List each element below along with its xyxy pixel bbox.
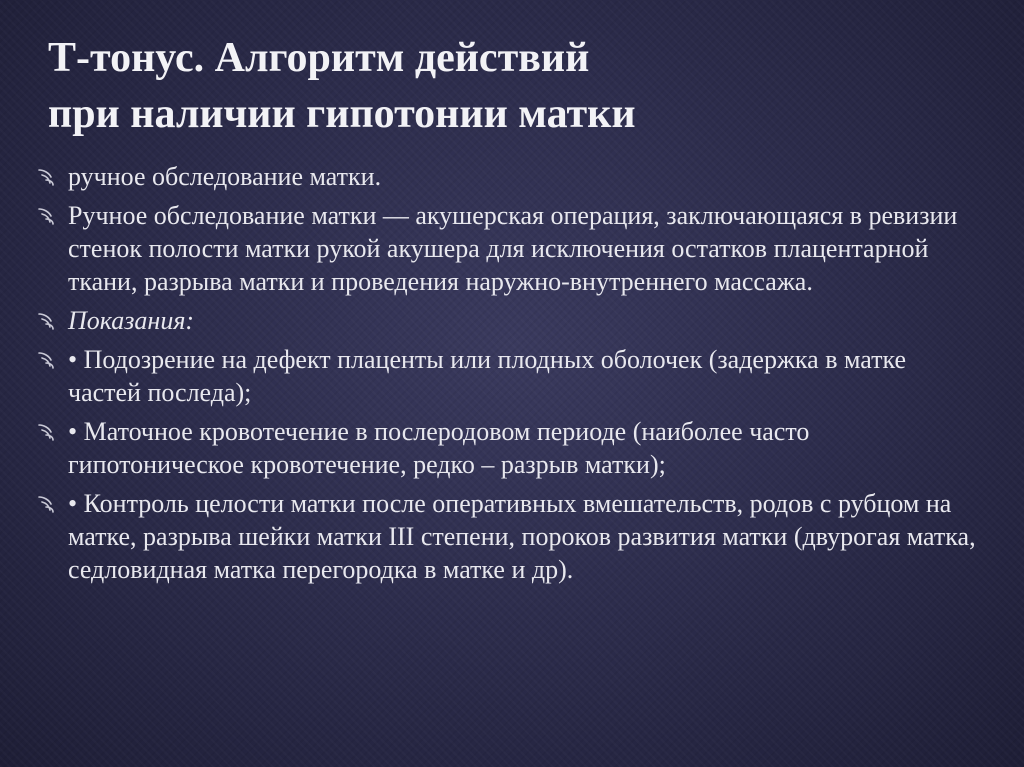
list-item-text: Показания: bbox=[68, 306, 195, 335]
list-item bbox=[36, 415, 976, 481]
list-item bbox=[36, 487, 976, 586]
slide-title-line-2: при наличии гипотонии матки bbox=[48, 91, 636, 137]
list-item-text: ручное обследование матки. bbox=[68, 162, 382, 191]
list-item bbox=[36, 304, 976, 337]
list-item bbox=[36, 199, 976, 298]
list-item-text: • Маточное кровотечение в послеродовом периоде (наиболее часто гипотоническое кровотечение, редко – разрыв матки); bbox=[68, 417, 810, 479]
slide-title-line-1: Т-тонус. Алгоритм действий bbox=[48, 35, 590, 81]
curl-bullet-icon bbox=[36, 205, 56, 227]
curl-bullet-icon bbox=[36, 310, 56, 332]
list-item bbox=[36, 160, 976, 193]
curl-bullet-icon bbox=[36, 421, 56, 443]
curl-bullet-icon bbox=[36, 349, 56, 371]
list-item-text: • Подозрение на дефект плаценты или плодных оболочек (задержка в матке частей последа); bbox=[68, 345, 907, 407]
list-item-text: • Контроль целости матки после оперативных вмешательств, родов с рубцом на матке, разрыва шейки матки III степени, пороков развития матки (двурогая матка, седловидная матка перегородка в матке и др). bbox=[68, 489, 976, 584]
bullet-list bbox=[36, 160, 976, 592]
list-item bbox=[36, 343, 976, 409]
curl-bullet-icon bbox=[36, 493, 56, 515]
list-item-text: Ручное обследование матки — акушерская операция, заключающаяся в ревизии стенок полости матки рукой акушера для исключения остатков плацентарной ткани, разрыва матки и проведения наружно-внутреннего массажа. bbox=[68, 201, 958, 296]
curl-bullet-icon bbox=[36, 166, 56, 188]
slide-title bbox=[48, 30, 968, 142]
